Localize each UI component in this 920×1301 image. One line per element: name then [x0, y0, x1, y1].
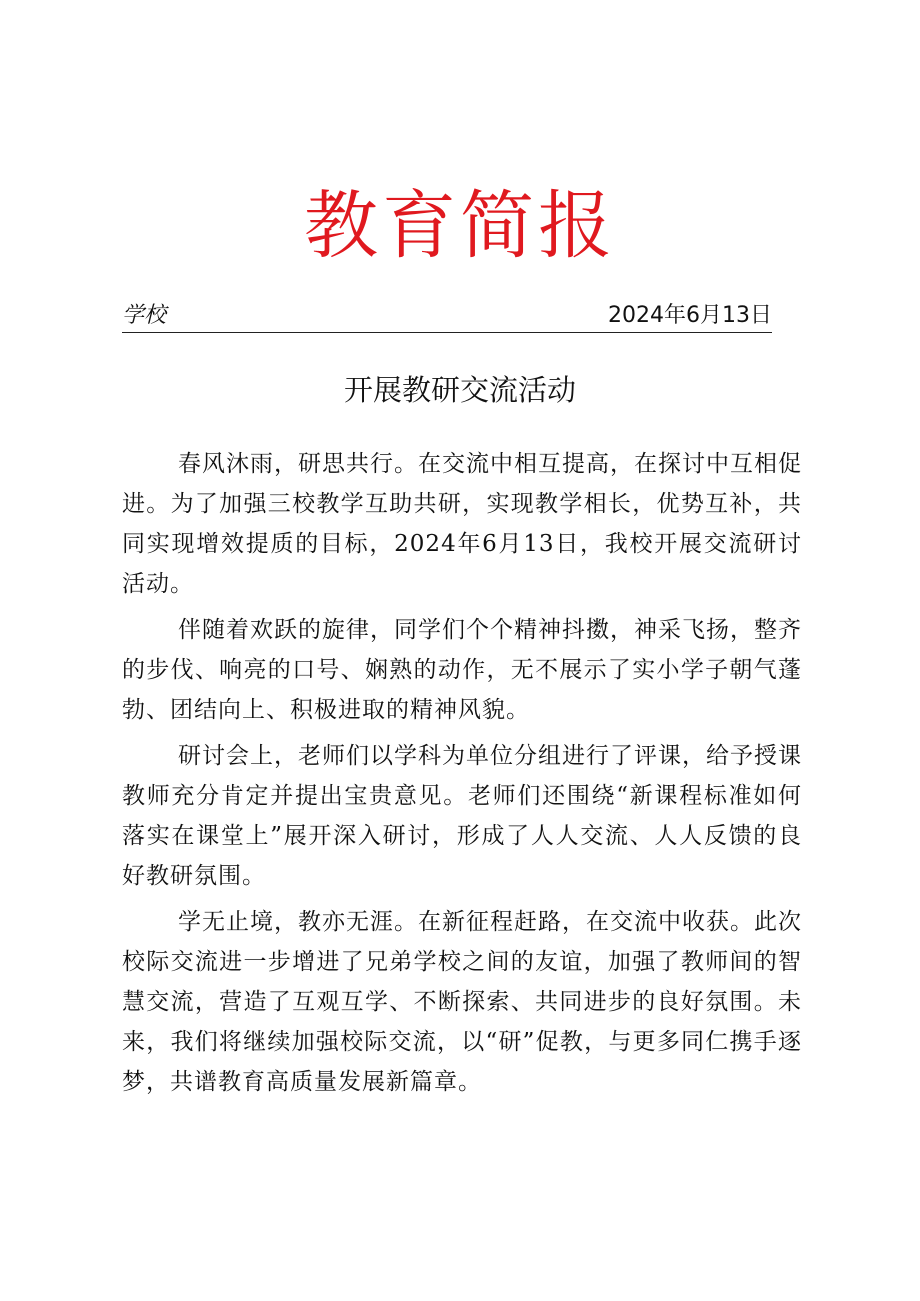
article-title: 开展教研交流活动 — [343, 373, 576, 407]
meta-row — [122, 300, 772, 333]
paragraph: 研讨会上，老师们以学科为单位分组进行了评课，给予授课教师充分肯定并提出宝贵意见。老师们还围绕“新课程标准如何落实在课堂上”展开深入研讨，形成了人人交流、人人反馈的良好教研氛围。 — [122, 743, 802, 889]
masthead-title: 教育简报 — [304, 183, 616, 269]
paragraph: 伴随着欢跃的旋律，同学们个个精神抖擞，神采飞扬，整齐的步伐、响亮的口号、娴熟的动作，无不展示了实小学子朝气蓬勃、团结向上、积极进取的精神风貌。 — [122, 617, 802, 723]
article-body — [122, 444, 802, 1108]
paragraph: 春风沐雨，研思共行。在交流中相互提高，在探讨中互相促进。为了加强三校教学互助共研，实现教学相长，优势互补，共同实现增效提质的目标，2024年6月13日，我校开展交流研讨活动。 — [122, 451, 802, 597]
issue-date: 2024年6月13日 — [608, 303, 772, 328]
school-label: 学校 — [122, 303, 167, 328]
paragraph: 学无止境，教亦无涯。在新征程赶路，在交流中收获。此次校际交流进一步增进了兄弟学校之间的友谊，加强了教师间的智慧交流，营造了互观互学、不断探索、共同进步的良好氛围。未来，我们将继续加强校际交流，以“研”促教，与更多同仁携手逐梦，共谱教育高质量发展新篇章。 — [122, 909, 802, 1095]
